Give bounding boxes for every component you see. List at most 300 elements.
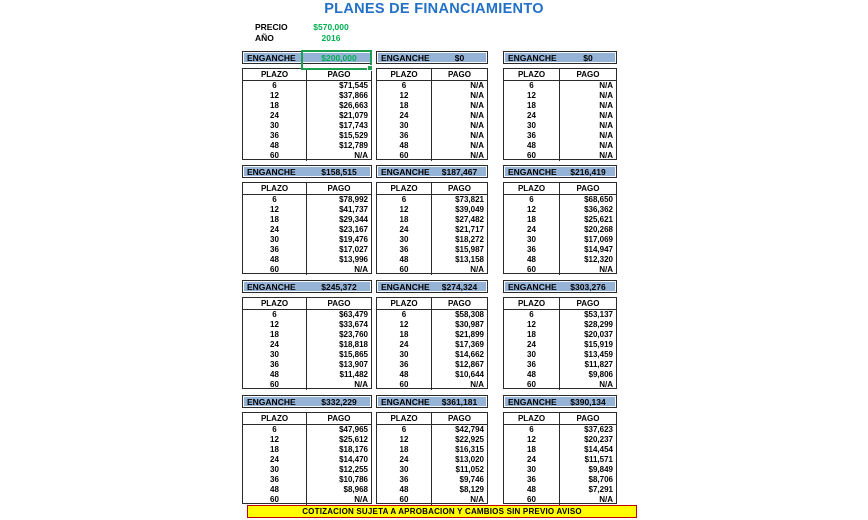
enganche-header[interactable] — [503, 280, 617, 293]
pago-cell[interactable]: $73,821 — [455, 195, 484, 204]
pago-cell[interactable]: $9,806 — [588, 370, 613, 379]
pago-cell[interactable]: $58,308 — [455, 310, 484, 319]
plazo-cell[interactable]: 6 — [377, 195, 432, 205]
plazo-cell[interactable]: 30 — [377, 465, 432, 475]
plazo-cell[interactable]: 48 — [243, 370, 307, 380]
plazo-cell[interactable]: 6 — [377, 425, 432, 435]
pago-cell[interactable]: N/A — [354, 265, 368, 274]
plazo-column-header: PLAZO — [377, 69, 432, 80]
enganche-amount-cell[interactable]: $0 — [454, 52, 465, 63]
pago-cell[interactable]: $28,299 — [584, 320, 613, 329]
financing-table — [503, 280, 617, 389]
enganche-label: ENGANCHE — [247, 281, 296, 292]
plazo-cell[interactable]: 36 — [243, 131, 307, 141]
pago-cell[interactable]: N/A — [470, 380, 484, 389]
table-row — [377, 121, 487, 131]
pago-cell[interactable]: $11,482 — [339, 370, 368, 379]
pago-cell[interactable]: $13,459 — [584, 350, 613, 359]
table-row — [243, 265, 371, 275]
enganche-label: ENGANCHE — [247, 396, 296, 407]
plazo-cell[interactable]: 48 — [504, 141, 560, 151]
enganche-label: ENGANCHE — [247, 166, 296, 177]
pago-cell[interactable]: $13,020 — [455, 455, 484, 464]
enganche-amount-cell[interactable]: $274,324 — [441, 281, 478, 292]
pago-cell[interactable]: N/A — [354, 380, 368, 389]
plazo-cell[interactable]: 24 — [504, 340, 560, 350]
plazo-cell[interactable]: 30 — [504, 121, 560, 131]
plazo-cell[interactable]: 30 — [377, 235, 432, 245]
plazo-cell[interactable]: 24 — [243, 340, 307, 350]
pago-cell[interactable]: $27,482 — [455, 215, 484, 224]
pago-cell[interactable]: N/A — [599, 131, 613, 140]
plazo-cell[interactable]: 12 — [504, 435, 560, 445]
plazo-cell[interactable]: 36 — [504, 475, 560, 485]
table-row — [377, 235, 487, 245]
table-row — [243, 320, 371, 330]
table-row — [377, 475, 487, 485]
payment-table — [503, 68, 617, 160]
plazo-cell[interactable]: 12 — [377, 91, 432, 101]
plazo-cell[interactable]: 24 — [377, 455, 432, 465]
pago-cell[interactable]: N/A — [599, 111, 613, 120]
pago-cell[interactable]: N/A — [599, 265, 613, 274]
pago-cell[interactable]: $18,272 — [455, 235, 484, 244]
plazo-cell[interactable]: 60 — [377, 151, 432, 161]
plazo-cell[interactable]: 24 — [377, 111, 432, 121]
pago-cell[interactable]: $8,968 — [343, 485, 368, 494]
enganche-header[interactable] — [242, 395, 372, 408]
plazo-cell[interactable]: 18 — [504, 445, 560, 455]
pago-cell[interactable]: $23,760 — [339, 330, 368, 339]
enganche-header[interactable] — [376, 51, 488, 64]
enganche-label: ENGANCHE — [247, 52, 296, 63]
plazo-cell[interactable]: 48 — [377, 141, 432, 151]
pago-cell[interactable]: $15,919 — [584, 340, 613, 349]
enganche-label: ENGANCHE — [508, 166, 557, 177]
table-row — [504, 245, 616, 255]
table-row — [377, 350, 487, 360]
plazo-cell[interactable]: 36 — [504, 360, 560, 370]
table-row — [377, 205, 487, 215]
pago-cell[interactable]: N/A — [470, 141, 484, 150]
pago-cell[interactable]: N/A — [354, 495, 368, 504]
pago-column-header: PAGO — [448, 184, 471, 193]
pago-cell[interactable]: N/A — [470, 151, 484, 160]
table-row — [504, 111, 616, 121]
enganche-amount-cell[interactable]: $390,134 — [570, 396, 606, 407]
pago-cell[interactable]: $21,079 — [339, 111, 368, 120]
table-row — [504, 330, 616, 340]
table-row — [377, 370, 487, 380]
plazo-cell[interactable]: 24 — [377, 340, 432, 350]
plazo-cell[interactable]: 60 — [243, 265, 307, 275]
pago-cell[interactable]: $17,369 — [455, 340, 484, 349]
pago-cell[interactable]: $13,158 — [455, 255, 484, 264]
plazo-cell[interactable]: 18 — [243, 101, 307, 111]
plazo-cell[interactable]: 36 — [243, 475, 307, 485]
pago-cell[interactable]: N/A — [599, 121, 613, 130]
plazo-cell[interactable]: 30 — [243, 121, 307, 131]
plazo-cell[interactable]: 12 — [243, 320, 307, 330]
table-row — [377, 340, 487, 350]
plazo-cell[interactable]: 12 — [377, 205, 432, 215]
plazo-cell[interactable]: 60 — [504, 265, 560, 275]
table-row — [377, 310, 487, 320]
table-row — [504, 435, 616, 445]
plazo-cell[interactable]: 30 — [243, 350, 307, 360]
pago-cell[interactable]: $12,320 — [584, 255, 613, 264]
table-row — [504, 225, 616, 235]
pago-cell[interactable]: $9,849 — [588, 465, 613, 474]
pago-cell[interactable]: $20,268 — [584, 225, 613, 234]
enganche-amount-cell[interactable]: $158,515 — [321, 166, 357, 177]
plazo-cell[interactable]: 6 — [377, 310, 432, 320]
payment-table-header — [243, 69, 371, 81]
plazo-cell[interactable]: 48 — [504, 485, 560, 495]
pago-cell[interactable]: $26,663 — [339, 101, 368, 110]
plazo-cell[interactable]: 6 — [504, 310, 560, 320]
plazo-cell[interactable]: 30 — [504, 235, 560, 245]
plazo-cell[interactable]: 18 — [243, 215, 307, 225]
pago-cell[interactable]: $11,827 — [584, 360, 613, 369]
pago-cell[interactable]: $23,167 — [339, 225, 368, 234]
plazo-cell[interactable]: 24 — [504, 111, 560, 121]
table-row — [504, 215, 616, 225]
pago-cell[interactable]: $14,470 — [339, 455, 368, 464]
plazo-column-header: PLAZO — [504, 183, 560, 194]
plazo-cell[interactable]: 30 — [504, 465, 560, 475]
plazo-cell[interactable]: 48 — [377, 485, 432, 495]
disclaimer-banner: COTIZACION SUJETA A APROBACION Y CAMBIOS SIN PREVIO AVISO — [247, 505, 637, 518]
plazo-cell[interactable]: 6 — [243, 310, 307, 320]
table-row — [504, 255, 616, 265]
plazo-cell[interactable]: 48 — [243, 255, 307, 265]
pago-cell[interactable]: N/A — [470, 91, 484, 100]
financing-table — [242, 280, 372, 389]
plazo-cell[interactable]: 12 — [243, 435, 307, 445]
financing-table — [503, 165, 617, 274]
pago-cell[interactable]: $11,571 — [584, 455, 613, 464]
table-row — [243, 215, 371, 225]
pago-cell[interactable]: $33,674 — [339, 320, 368, 329]
table-row — [243, 475, 371, 485]
plazo-cell[interactable]: 18 — [504, 215, 560, 225]
table-row — [243, 205, 371, 215]
pago-cell[interactable]: $10,786 — [339, 475, 368, 484]
enganche-header[interactable] — [503, 395, 617, 408]
plazo-cell[interactable]: 18 — [243, 445, 307, 455]
enganche-amount-cell[interactable]: $303,276 — [570, 281, 606, 292]
pago-cell[interactable]: N/A — [470, 81, 484, 90]
plazo-cell[interactable]: 30 — [377, 121, 432, 131]
table-row — [377, 360, 487, 370]
pago-cell[interactable]: $47,965 — [339, 425, 368, 434]
plazo-cell[interactable]: 6 — [243, 195, 307, 205]
plazo-cell[interactable]: 36 — [504, 245, 560, 255]
plazo-cell[interactable]: 60 — [377, 265, 432, 275]
enganche-header[interactable] — [503, 165, 617, 178]
pago-cell[interactable]: $15,865 — [339, 350, 368, 359]
pago-cell[interactable]: $11,052 — [455, 465, 484, 474]
pago-cell[interactable]: $9,746 — [459, 475, 484, 484]
pago-cell[interactable]: $37,866 — [339, 91, 368, 100]
enganche-label: ENGANCHE — [381, 281, 430, 292]
pago-column-header: PAGO — [327, 414, 351, 423]
payment-table — [376, 68, 488, 160]
table-row — [243, 445, 371, 455]
pago-cell[interactable]: N/A — [470, 265, 484, 274]
pago-cell[interactable]: $29,344 — [339, 215, 368, 224]
pago-cell[interactable]: $8,129 — [459, 485, 484, 494]
pago-cell[interactable]: $8,706 — [588, 475, 613, 484]
price-year-info — [255, 22, 361, 44]
plazo-cell[interactable]: 6 — [243, 81, 307, 91]
plazo-cell[interactable]: 36 — [377, 245, 432, 255]
pago-column-header: PAGO — [327, 70, 351, 79]
pago-cell[interactable]: N/A — [470, 111, 484, 120]
pago-column-header: PAGO — [576, 299, 600, 308]
pago-cell[interactable]: N/A — [599, 495, 613, 504]
pago-cell[interactable]: $7,291 — [588, 485, 613, 494]
pago-cell[interactable]: $17,027 — [339, 245, 368, 254]
plazo-cell[interactable]: 18 — [504, 101, 560, 111]
plazo-cell[interactable]: 12 — [377, 435, 432, 445]
enganche-amount-cell[interactable]: $361,181 — [441, 396, 478, 407]
table-row — [377, 435, 487, 445]
pago-cell[interactable]: N/A — [470, 101, 484, 110]
plazo-cell[interactable]: 18 — [243, 330, 307, 340]
pago-cell[interactable]: $17,069 — [584, 235, 613, 244]
plazo-cell[interactable]: 36 — [504, 131, 560, 141]
pago-cell[interactable]: $15,987 — [455, 245, 484, 254]
enganche-amount-cell[interactable]: $245,372 — [321, 281, 357, 292]
pago-cell[interactable]: N/A — [470, 121, 484, 130]
plazo-cell[interactable]: 60 — [377, 380, 432, 390]
pago-cell[interactable]: N/A — [599, 101, 613, 110]
pago-cell[interactable]: $41,737 — [339, 205, 368, 214]
table-row — [504, 205, 616, 215]
plazo-cell[interactable]: 60 — [377, 495, 432, 505]
pago-cell[interactable]: $14,662 — [455, 350, 484, 359]
pago-cell[interactable]: $36,362 — [584, 205, 613, 214]
plazo-cell[interactable]: 60 — [243, 380, 307, 390]
pago-cell[interactable]: $16,315 — [455, 445, 484, 454]
pago-cell[interactable]: $25,612 — [339, 435, 368, 444]
plazo-cell[interactable]: 36 — [243, 360, 307, 370]
pago-cell[interactable]: N/A — [599, 91, 613, 100]
pago-cell[interactable]: $78,992 — [339, 195, 368, 204]
page-title: PLANES DE FINANCIAMIENTO — [324, 1, 544, 17]
plazo-cell[interactable]: 24 — [377, 225, 432, 235]
plazo-column-header: PLAZO — [377, 298, 432, 309]
pago-cell[interactable]: $25,621 — [584, 215, 613, 224]
pago-cell[interactable]: $63,479 — [339, 310, 368, 319]
enganche-header[interactable] — [242, 51, 372, 64]
table-row — [243, 255, 371, 265]
pago-cell[interactable]: N/A — [599, 151, 613, 160]
plazo-cell[interactable]: 60 — [504, 380, 560, 390]
enganche-amount-cell[interactable]: $332,229 — [321, 396, 357, 407]
pago-cell[interactable]: $13,996 — [339, 255, 368, 264]
payment-table — [242, 182, 372, 274]
plazo-cell[interactable]: 30 — [243, 465, 307, 475]
pago-cell[interactable]: N/A — [599, 141, 613, 150]
plazo-cell[interactable]: 24 — [504, 225, 560, 235]
enganche-header[interactable] — [503, 51, 617, 64]
pago-column-header: PAGO — [327, 184, 351, 193]
pago-cell[interactable]: $13,907 — [339, 360, 368, 369]
enganche-header[interactable] — [376, 395, 488, 408]
enganche-header[interactable] — [242, 280, 372, 293]
pago-cell[interactable]: $10,644 — [455, 370, 484, 379]
payment-table-header — [243, 413, 371, 425]
plazo-cell[interactable]: 12 — [377, 320, 432, 330]
enganche-header[interactable] — [242, 165, 372, 178]
table-row — [377, 245, 487, 255]
plazo-cell[interactable]: 12 — [243, 91, 307, 101]
table-row — [377, 225, 487, 235]
table-row — [504, 310, 616, 320]
payment-table — [242, 297, 372, 389]
payment-table-header — [504, 413, 616, 425]
ano-value-cell[interactable]: 2016 — [321, 33, 341, 43]
pago-column-header: PAGO — [448, 414, 471, 423]
enganche-amount-cell[interactable]: $216,419 — [570, 166, 606, 177]
plazo-cell[interactable]: 24 — [243, 455, 307, 465]
table-row — [504, 425, 616, 435]
plazo-cell[interactable]: 36 — [377, 360, 432, 370]
plazo-cell[interactable]: 18 — [377, 215, 432, 225]
pago-column-header: PAGO — [448, 70, 471, 79]
table-row — [243, 81, 371, 91]
pago-cell[interactable]: $21,717 — [455, 225, 484, 234]
pago-cell[interactable]: $20,037 — [584, 330, 613, 339]
plazo-cell[interactable]: 36 — [377, 131, 432, 141]
pago-cell[interactable]: $39,049 — [455, 205, 484, 214]
plazo-cell[interactable]: 48 — [243, 485, 307, 495]
table-row — [504, 465, 616, 475]
pago-cell[interactable]: N/A — [470, 495, 484, 504]
pago-cell[interactable]: $12,255 — [339, 465, 368, 474]
pago-cell[interactable]: $42,794 — [455, 425, 484, 434]
pago-cell[interactable]: $71,545 — [339, 81, 368, 90]
pago-cell[interactable]: $37,623 — [584, 425, 613, 434]
pago-cell[interactable]: N/A — [599, 380, 613, 389]
pago-cell[interactable]: $12,789 — [339, 141, 368, 150]
plazo-cell[interactable]: 6 — [243, 425, 307, 435]
table-row — [243, 101, 371, 111]
plazo-cell[interactable]: 60 — [504, 151, 560, 161]
plazo-cell[interactable]: 48 — [243, 141, 307, 151]
plazo-cell[interactable]: 48 — [377, 255, 432, 265]
pago-cell[interactable]: $21,899 — [455, 330, 484, 339]
plazo-cell[interactable]: 30 — [377, 350, 432, 360]
plazo-cell[interactable]: 12 — [504, 91, 560, 101]
plazo-cell[interactable]: 18 — [377, 101, 432, 111]
table-row — [243, 111, 371, 121]
plazo-cell[interactable]: 48 — [504, 370, 560, 380]
table-row — [377, 465, 487, 475]
plazo-cell[interactable]: 36 — [377, 475, 432, 485]
enganche-header[interactable] — [376, 165, 488, 178]
precio-value-cell[interactable]: $570,000 — [313, 22, 349, 32]
table-row — [243, 435, 371, 445]
plazo-column-header: PLAZO — [504, 413, 560, 424]
pago-cell[interactable]: $14,454 — [584, 445, 613, 454]
plazo-cell[interactable]: 60 — [243, 151, 307, 161]
table-row — [377, 151, 487, 161]
plazo-cell[interactable]: 48 — [377, 370, 432, 380]
plazo-cell[interactable]: 60 — [243, 495, 307, 505]
enganche-amount-cell[interactable]: $0 — [583, 52, 593, 63]
pago-cell[interactable]: $20,237 — [584, 435, 613, 444]
pago-cell[interactable]: N/A — [354, 151, 368, 160]
pago-cell[interactable]: $68,650 — [584, 195, 613, 204]
table-row — [504, 360, 616, 370]
plazo-cell[interactable]: 18 — [377, 445, 432, 455]
financing-table — [503, 51, 617, 160]
plazo-cell[interactable]: 12 — [243, 205, 307, 215]
enganche-amount-cell[interactable]: $187,467 — [441, 166, 478, 177]
pago-cell[interactable]: $18,818 — [339, 340, 368, 349]
enganche-label: ENGANCHE — [381, 396, 430, 407]
table-row — [243, 340, 371, 350]
plazo-cell[interactable]: 36 — [243, 245, 307, 255]
plazo-cell[interactable]: 60 — [504, 495, 560, 505]
enganche-amount-cell[interactable]: $200,000 — [321, 52, 357, 63]
plazo-cell[interactable]: 6 — [504, 425, 560, 435]
enganche-header[interactable] — [376, 280, 488, 293]
table-row — [243, 310, 371, 320]
plazo-cell[interactable]: 48 — [504, 255, 560, 265]
table-row — [243, 151, 371, 161]
table-row — [243, 245, 371, 255]
plazo-cell[interactable]: 18 — [504, 330, 560, 340]
plazo-cell[interactable]: 24 — [504, 455, 560, 465]
pago-cell[interactable]: $15,529 — [339, 131, 368, 140]
table-row — [243, 121, 371, 131]
pago-cell[interactable]: $18,176 — [339, 445, 368, 454]
table-row — [504, 121, 616, 131]
plazo-cell[interactable]: 24 — [243, 225, 307, 235]
pago-cell[interactable]: $22,925 — [455, 435, 484, 444]
pago-cell[interactable]: $17,743 — [339, 121, 368, 130]
pago-cell[interactable]: N/A — [599, 81, 613, 90]
plazo-cell[interactable]: 18 — [377, 330, 432, 340]
table-row — [504, 495, 616, 505]
table-row — [504, 131, 616, 141]
plazo-cell[interactable]: 30 — [504, 350, 560, 360]
plazo-cell[interactable]: 6 — [504, 195, 560, 205]
pago-cell[interactable]: N/A — [470, 131, 484, 140]
plazo-cell[interactable]: 6 — [377, 81, 432, 91]
table-row — [243, 141, 371, 151]
pago-cell[interactable]: $14,947 — [584, 245, 613, 254]
plazo-cell[interactable]: 30 — [243, 235, 307, 245]
financing-table — [376, 165, 488, 274]
table-row — [377, 265, 487, 275]
pago-cell[interactable]: $53,137 — [584, 310, 613, 319]
table-row — [504, 91, 616, 101]
plazo-cell[interactable]: 24 — [243, 111, 307, 121]
pago-cell[interactable]: $30,987 — [455, 320, 484, 329]
table-row — [377, 131, 487, 141]
plazo-cell[interactable]: 12 — [504, 320, 560, 330]
pago-cell[interactable]: $19,476 — [339, 235, 368, 244]
plazo-cell[interactable]: 12 — [504, 205, 560, 215]
plazo-cell[interactable]: 6 — [504, 81, 560, 91]
pago-cell[interactable]: $12,867 — [455, 360, 484, 369]
